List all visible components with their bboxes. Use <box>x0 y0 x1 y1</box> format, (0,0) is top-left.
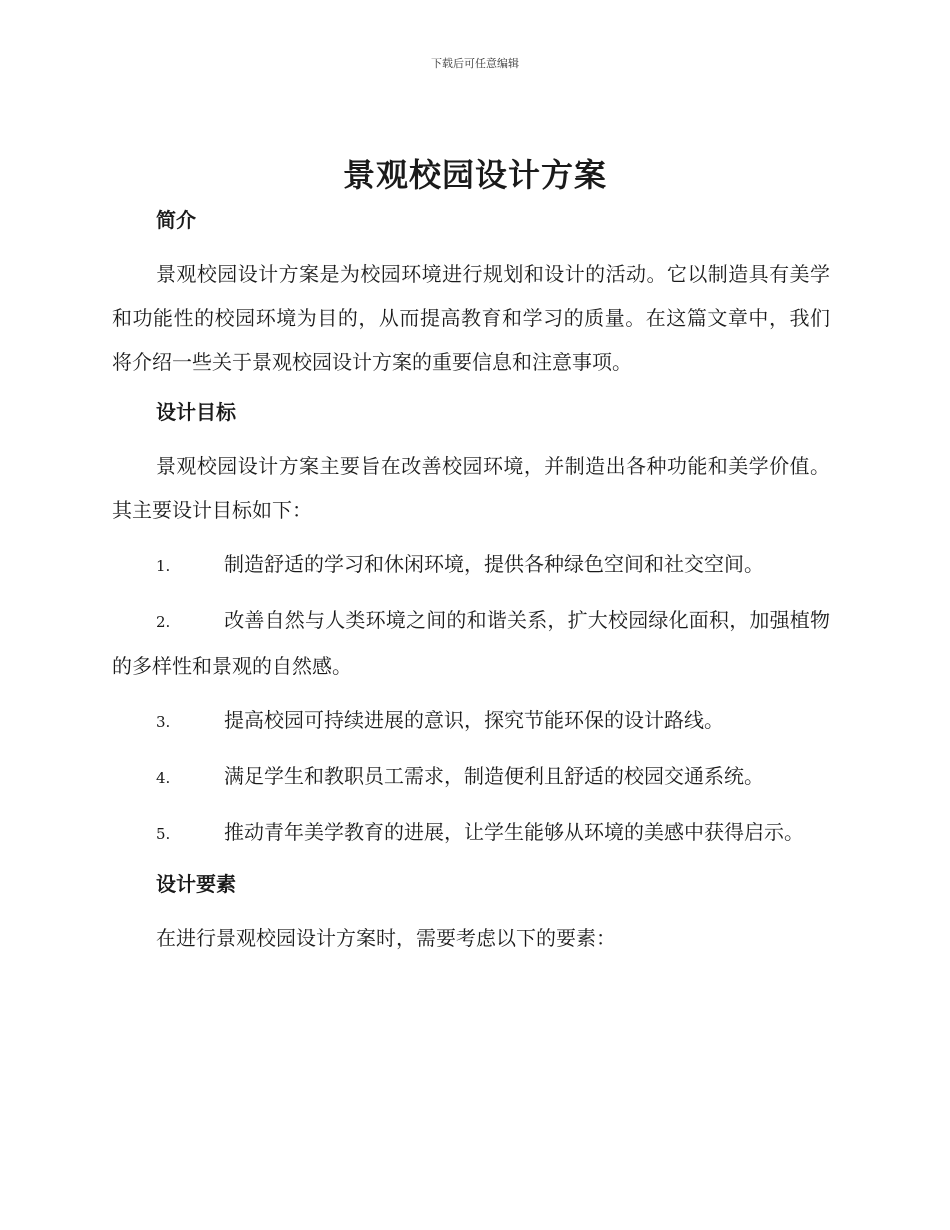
intro-paragraph: 景观校园设计方案是为校园环境进行规划和设计的活动。它以制造具有美学和功能性的校园环境为目的，从而提高教育和学习的质量。在这篇文章中，我们将介绍一些关于景观校园设计方案的重要信息和注意事项。 <box>112 262 830 374</box>
document-body <box>112 202 830 960</box>
list-item-text: 提高校园可持续进展的意识，探究节能环保的设计路线。 <box>224 708 724 732</box>
list-item-text: 改善自然与人类环境之间的和谐关系，扩大校园绿化面积，加强植物的多样性和景观的自然感。 <box>112 608 830 678</box>
elements-paragraph: 在进行景观校园设计方案时，需要考虑以下的要素： <box>156 926 616 950</box>
list-number: 3. <box>156 713 171 731</box>
list-number: 4. <box>156 769 171 787</box>
list-number: 2. <box>156 613 171 631</box>
list-item <box>112 810 830 856</box>
list-item <box>112 754 830 800</box>
section-heading-elements: 设计要素 <box>156 872 236 896</box>
list-number: 5. <box>156 825 171 843</box>
list-item-text: 满足学生和教职员工需求，制造便利且舒适的校园交通系统。 <box>224 764 764 788</box>
section-heading-intro: 简介 <box>156 208 196 232</box>
list-item <box>112 698 830 744</box>
goals-paragraph: 景观校园设计方案主要旨在改善校园环境，并制造出各种功能和美学价值。其主要设计目标如下： <box>112 454 830 522</box>
list-item <box>112 542 830 588</box>
document-title: 景观校园设计方案 <box>342 156 607 194</box>
list-item-text: 制造舒适的学习和休闲环境，提供各种绿色空间和社交空间。 <box>224 552 764 576</box>
header-note: 下载后可任意编辑 <box>431 57 519 70</box>
list-item-text: 推动青年美学教育的进展，让学生能够从环境的美感中获得启示。 <box>224 820 804 844</box>
list-item <box>112 598 830 688</box>
section-heading-goals: 设计目标 <box>156 400 236 424</box>
list-number: 1. <box>156 557 171 575</box>
